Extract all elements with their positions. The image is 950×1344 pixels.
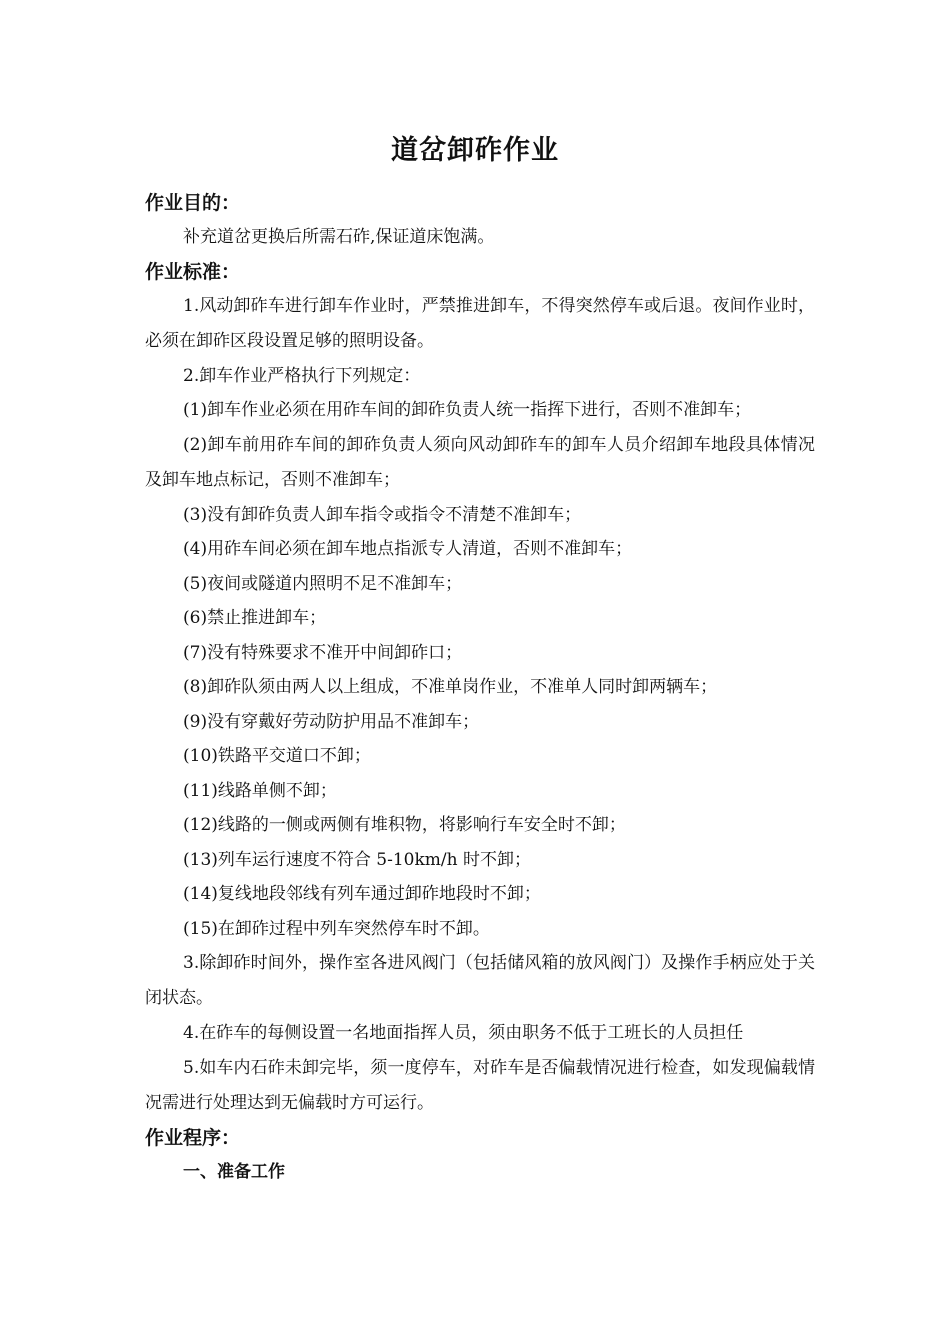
procedure-step-1: 一、准备工作 bbox=[183, 1161, 285, 1182]
standard-item-2-intro: 2.卸车作业严格执行下列规定： bbox=[183, 365, 421, 386]
standard-item-4: 4.在砟车的每侧设置一名地面指挥人员，须由职务不低于工班长的人员担任 bbox=[183, 1023, 744, 1043]
page-title: 道岔卸砟作业 bbox=[391, 135, 559, 166]
rule-item: (5)夜间或隧道内照明不足不准卸车； bbox=[183, 573, 463, 594]
rule-item: (6)禁止推进卸车； bbox=[183, 608, 327, 628]
rule-item: (12)线路的一侧或两侧有堆积物，将影响行车安全时不卸； bbox=[183, 815, 626, 835]
rule-item: (13)列车运行速度不符合 5-10km/h 时不卸； bbox=[183, 849, 531, 870]
procedure-heading: 作业程序： bbox=[145, 1126, 241, 1149]
rule-item: (1)卸车作业必须在用砟车间的卸砟负责人统一指挥下进行，否则不准卸车； bbox=[183, 400, 752, 420]
standard-item-1: 1.风动卸砟车进行卸车作业时，严禁推进卸车，不得突然停车或后退。夜间作业时，必须在卸砟区段设置足够的照明设备。 bbox=[145, 295, 815, 351]
rule-item: (3)没有卸砟负责人卸车指令或指令不清楚不准卸车； bbox=[183, 504, 582, 525]
rule-item: (9)没有穿戴好劳动防护用品不准卸车； bbox=[183, 711, 480, 732]
rule-item: (2)卸车前用砟车间的卸砟负责人须向风动卸砟车的卸车人员介绍卸车地段具体情况及卸车地点标记，否则不准卸车； bbox=[145, 434, 815, 490]
purpose-text: 补充道岔更换后所需石砟,保证道床饱满。 bbox=[183, 227, 495, 247]
rule-item: (10)铁路平交道口不卸； bbox=[183, 746, 371, 766]
standard-item-3: 3.除卸砟时间外，操作室各进风阀门（包括储风箱的放风阀门）及操作手柄应处于关闭状态。 bbox=[145, 953, 815, 1008]
rule-item: (4)用砟车间必须在卸车地点指派专人清道，否则不准卸车； bbox=[183, 539, 633, 559]
document-body bbox=[145, 186, 815, 1189]
standard-item-5: 5.如车内石砟未卸完毕，须一度停车，对砟车是否偏载情况进行检查，如发现偏载情况需进行处理达到无偏载时方可运行。 bbox=[145, 1057, 815, 1113]
standard-heading: 作业标准： bbox=[145, 260, 241, 283]
rule-item: (7)没有特殊要求不准开中间卸砟口； bbox=[183, 642, 463, 663]
rule-item: (15)在卸砟过程中列车突然停车时不卸。 bbox=[183, 918, 490, 939]
purpose-heading: 作业目的： bbox=[145, 192, 241, 214]
rule-item: (11)线路单侧不卸； bbox=[183, 780, 337, 801]
rule-item: (14)复线地段邻线有列车通过卸砟地段时不卸； bbox=[183, 884, 541, 904]
rule-item: (8)卸砟队须由两人以上组成，不准单岗作业，不准单人同时卸两辆车； bbox=[183, 677, 718, 697]
